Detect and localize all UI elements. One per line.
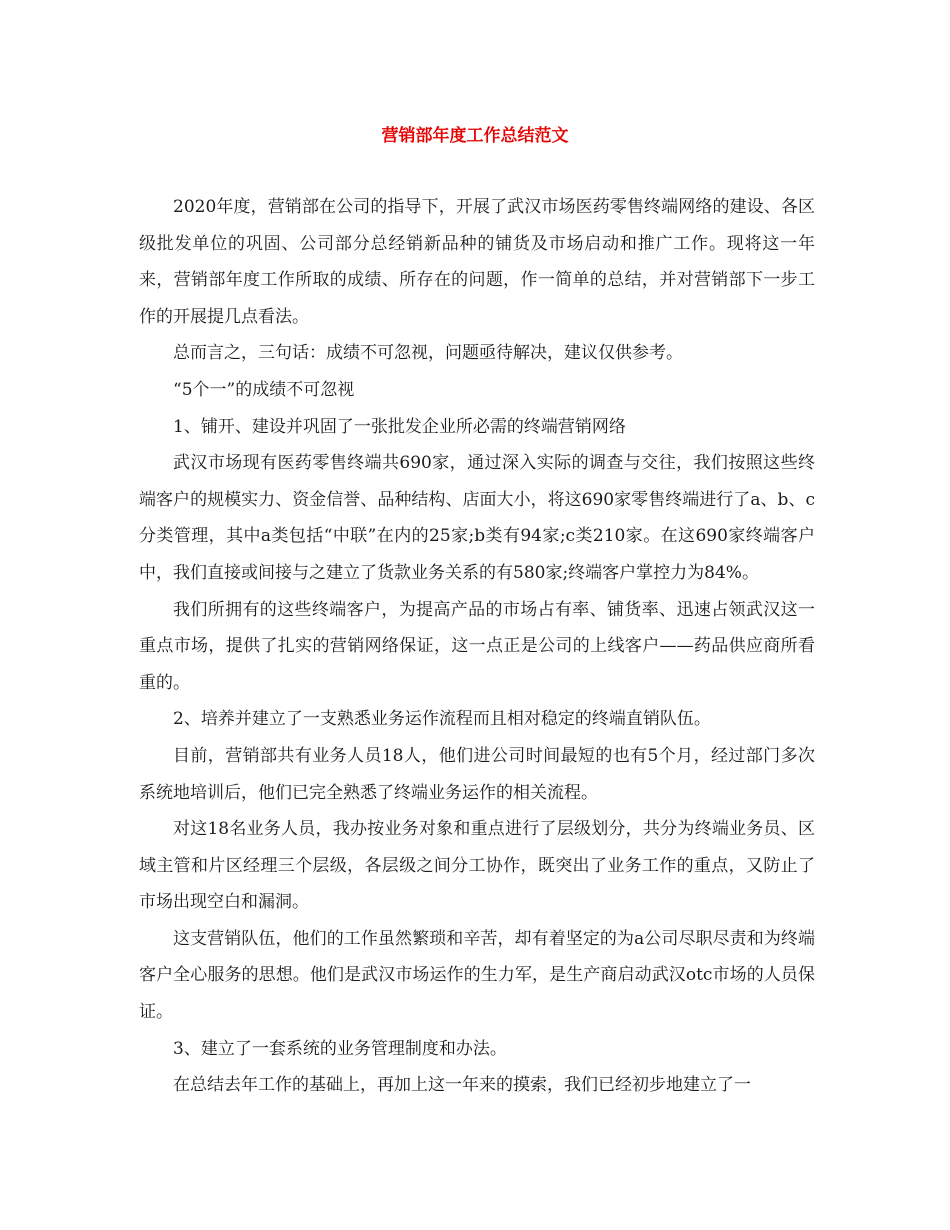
- subheading-team: 2、培养并建立了一支熟悉业务运作流程而且相对稳定的终端直销队伍。: [173, 709, 711, 730]
- paragraph-intro: 2020年度，营销部在公司的指导下，开展了武汉市场医药零售终端网络的建设、各区级批发单位的巩固、公司部分总经销新品种的铺货及市场启动和推广工作。现将这一年来，营销部年度工作所取的成绩、所存在的问题，作一简单的总结，并对营销部下一步工作的开展提几点看法。: [139, 197, 815, 327]
- paragraph-network-value: 我们所拥有的这些终端客户，为提高产品的市场占有率、铺货率、迅速占领武汉这一重点市场，提供了扎实的营销网络保证，这一点正是公司的上线客户——药品供应商所看重的。: [139, 599, 815, 693]
- document-title: 营销部年度工作总结范文: [381, 126, 569, 146]
- paragraph-team-structure: 对这18名业务人员，我办按业务对象和重点进行了层级划分，共分为终端业务员、区域主管和片区经理三个层级，各层级之间分工协作，既突出了业务工作的重点，又防止了市场出现空白和漏洞。: [139, 819, 815, 913]
- section-heading-achievements: “5个一”的成绩不可忽视: [173, 379, 355, 400]
- paragraph-management: 在总结去年工作的基础上，再加上这一年来的摸索，我们已经初步地建立了一: [173, 1075, 751, 1096]
- paragraph-network-details: 武汉市场现有医药零售终端共690家，通过深入实际的调查与交往，我们按照这些终端客户的规模实力、资金信誉、品种结构、店面大小，将这690家零售终端进行了a、b、c分类管理，其中a类包括“中联”在内的25家;b类有94家;c类210家。在这690家终端客户中，我们直接或间接与之建立了货款业务关系的有580家;终端客户掌控力为84%。: [139, 453, 815, 583]
- paragraph-team-size: 目前，营销部共有业务人员18人，他们进公司时间最短的也有5个月，经过部门多次系统地培训后，他们已完全熟悉了终端业务运作的相关流程。: [139, 745, 815, 803]
- paragraph-team-spirit: 这支营销队伍，他们的工作虽然繁琐和辛苦，却有着坚定的为a公司尽职尽责和为终端客户全心服务的思想。他们是武汉市场运作的生力军，是生产商启动武汉otc市场的人员保证。: [139, 928, 815, 1023]
- subheading-management: 3、建立了一套系统的业务管理制度和办法。: [173, 1038, 507, 1059]
- paragraph-summary: 总而言之，三句话：成绩不可忽视，问题亟待解决，建议仅供参考。: [173, 343, 683, 364]
- document-body: [139, 189, 815, 1104]
- subheading-network: 1、铺开、建设并巩固了一张批发企业所必需的终端营销网络: [173, 416, 626, 437]
